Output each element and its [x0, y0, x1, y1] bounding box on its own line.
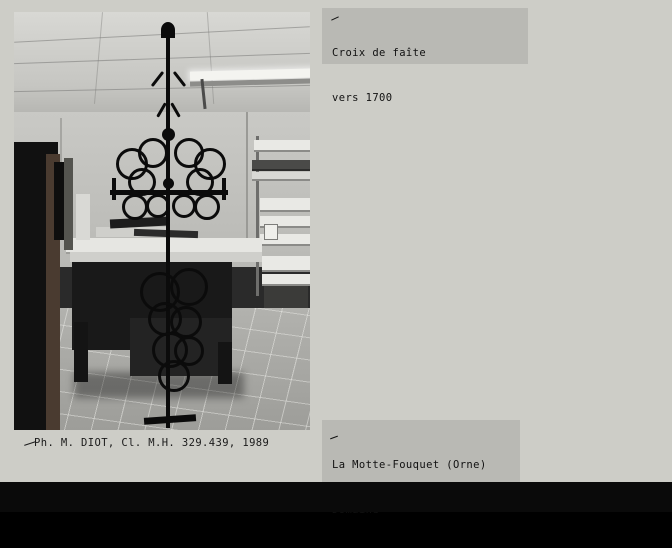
cross-lower-scrollwork [136, 268, 206, 398]
cross-base-support [144, 414, 196, 425]
cross-scrollwork [128, 168, 156, 196]
cross-knop [162, 128, 175, 141]
cross-scrollwork [170, 268, 208, 306]
label-bottom [322, 420, 520, 486]
shelf [252, 172, 310, 181]
container-on-bench [264, 224, 278, 240]
label-bottom-line-1: La Motte-Fouquet (Orne) [332, 459, 487, 471]
cross-scrollwork [122, 194, 148, 220]
cross-scrollwork [158, 360, 190, 392]
metal-pipe [64, 158, 73, 250]
cross-scrollwork [186, 168, 214, 196]
shelf [260, 198, 310, 212]
cross-barb [170, 102, 181, 117]
wrought-iron-cross [104, 18, 234, 428]
cross-barb [173, 71, 186, 87]
cross-scrollwork [172, 194, 196, 218]
cross-arm-tip [222, 178, 226, 200]
photo-caption: Ph. M. DIOT, Cl. M.H. 329.439, 1989 [34, 437, 270, 449]
cross-scrollwork [138, 138, 168, 168]
white-object [76, 194, 90, 240]
shelf [262, 274, 310, 286]
cross-barb [151, 71, 164, 87]
label-top [322, 8, 528, 104]
bottom-black-strip [0, 482, 672, 512]
cross-scrollwork [194, 194, 220, 220]
cross-knop [163, 178, 174, 189]
label-top-line-2: vers 1700 [332, 92, 393, 104]
shelf [262, 256, 310, 272]
shelf [252, 160, 310, 171]
cross-scrollwork [146, 194, 170, 218]
photograph [14, 12, 310, 430]
photo-image [14, 12, 310, 430]
workbench-leg [74, 322, 88, 382]
shelf [254, 140, 310, 152]
label-top-line-1: Croix de faîte [332, 47, 427, 59]
cross-arm-tip [112, 178, 116, 200]
